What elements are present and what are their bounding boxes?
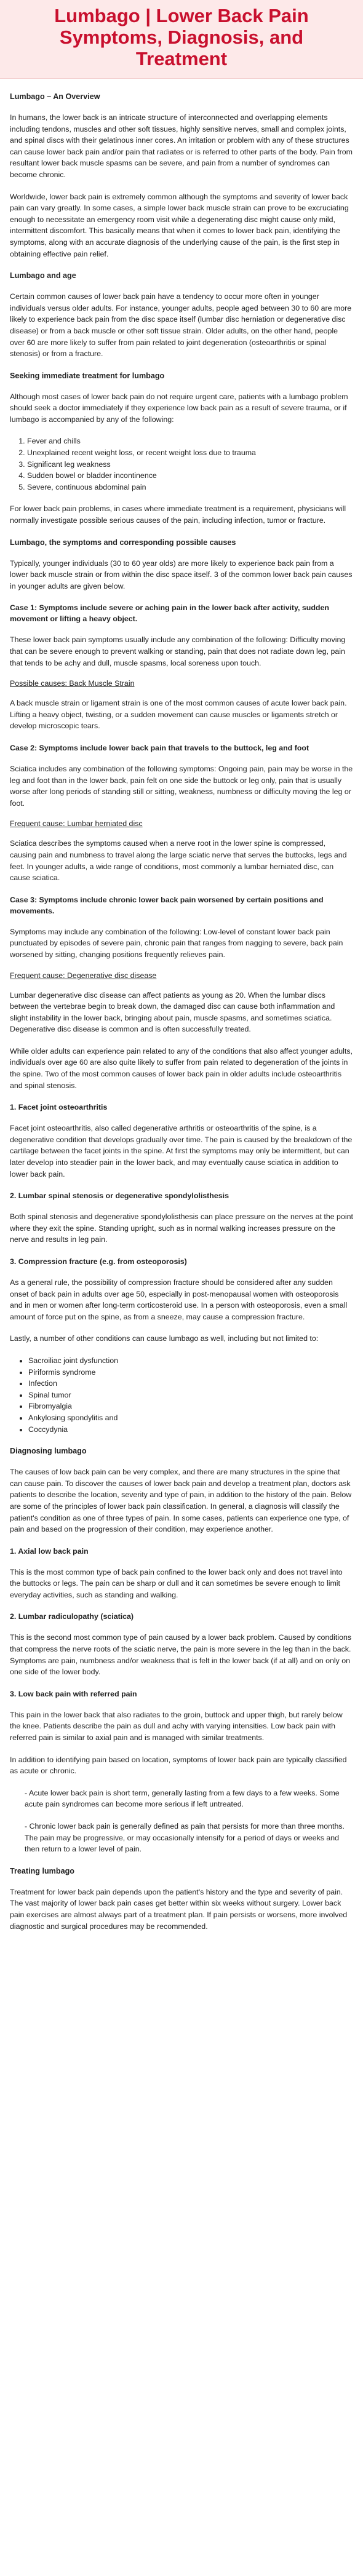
list-item: • Spinal tumor xyxy=(28,1389,353,1401)
note-chronic: - Chronic lower back pain is generally defined as pain that persists for more than three months. The pain may be progressive, or may occasionally intensify for a period of days or weeks and then return to a lower level of pain. xyxy=(25,1822,345,1854)
list-item: • Coccydynia xyxy=(28,1424,353,1436)
list-item: 4. Sudden bowel or bladder incontinence xyxy=(27,470,353,482)
case-heading-2: Case 2: Symptoms include lower back pain that travels to the buttock, leg and foot xyxy=(10,743,309,752)
list-item: 2. Unexplained recent weight loss, or recent weight loss due to trauma xyxy=(27,447,353,459)
subheading-referred: 3. Low back pain with referred pain xyxy=(10,1689,137,1698)
list-item: 5. Severe, continuous abdominal pain xyxy=(27,482,353,493)
section-heading-symptoms: Lumbago, the symptoms and corresponding possible causes xyxy=(10,538,236,547)
list-item: • Ankylosing spondylitis and xyxy=(28,1412,353,1424)
subheading-facet: 1. Facet joint osteoarthritis xyxy=(10,1103,108,1112)
list-item: 3. Significant leg weakness xyxy=(27,459,353,471)
subheading-axial: 1. Axial low back pain xyxy=(10,1546,89,1556)
subheading-radiculopathy: 2. Lumbar radiculopathy (sciatica) xyxy=(10,1612,134,1621)
case-heading-3: Case 3: Symptoms include chronic lower back pain worsened by certain positions and movements. xyxy=(10,895,324,915)
cause-link-back-muscle-strain[interactable]: Possible causes: Back Muscle Strain xyxy=(10,679,135,688)
paragraph: This is the most common type of back pain confined to the lower back only and does not travel into the buttocks or legs. The pain can be sharp or dull and it can sometimes be severe enough to limit everyday activities, such as standing and walking. xyxy=(10,1567,343,1599)
section-heading-treating: Treating lumbago xyxy=(10,1866,74,1875)
section-heading-immediate: Seeking immediate treatment for lumbago xyxy=(10,371,165,380)
title-banner xyxy=(0,0,363,79)
paragraph: Although most cases of lower back pain do not require urgent care, patients with a lumbago problem should seek a doctor immediately if they experience low back pain as a result of severe trauma, or if lumbago is accompanied by any of the following: xyxy=(10,392,348,424)
subheading-stenosis: 2. Lumbar spinal stenosis or degenerative spondylolisthesis xyxy=(10,1191,229,1201)
paragraph: These lower back pain symptoms usually include any combination of the following: Difficulty moving that can be severe enough to prevent walking or standing, pain that does not radiate down leg, pain that tends to be achy and dull, muscle spasms, local soreness upon touch. xyxy=(10,635,346,667)
section-heading-diagnosing: Diagnosing lumbago xyxy=(10,1447,87,1456)
paragraph: A back muscle strain or ligament strain is one of the most common causes of acute lower back pain. Lifting a heavy object, twisting, or a sudden movement can cause muscles or ligaments stretch or develop microscopic tears. xyxy=(10,699,347,731)
paragraph: Lastly, a number of other conditions can cause lumbago as well, including but not limited to: xyxy=(10,1334,319,1343)
paragraph: This is the second most common type of pain caused by a lower back problem. Caused by conditions that compress the nerve roots of the sciatic nerve, the pain is more severe in the leg than in the back. Symptoms are pain, numbness and/or weakness that is felt in the lower back (if at all) and on only on one side of the lower body. xyxy=(10,1633,352,1677)
note-acute: - Acute lower back pain is short term, generally lasting from a few days to a few weeks. Some acute pain syndromes can become more serious if left untreated. xyxy=(25,1788,340,1809)
paragraph: Worldwide, lower back pain is extremely common although the symptoms and severity of lower back pain can vary greatly. In some cases, a simple lower back muscle strain can prove to be excruciating enough to necessitate an emergency room visit while a degenerating disc might cause only mild, intermittent discomfort. This basically means that when it comes to lower back pain, identifying the symptoms, along with an accurate diagnosis of the underlying cause of the pain, is the first step in obtaining effective pain relief. xyxy=(10,192,349,258)
paragraph: Sciatica includes any combination of the following symptoms: Ongoing pain, pain may be worse in the leg and foot than in the lower back, pain felt on one side the buttock or leg only, pain that is usually worse after long periods of standing still or sitting, weakness, numbness or difficulty moving the leg or foot. xyxy=(10,764,353,808)
list-item: • Sacroiliac joint dysfunction xyxy=(28,1355,353,1367)
article-body xyxy=(0,91,363,1932)
section-heading-age: Lumbago and age xyxy=(10,271,76,280)
paragraph: Sciatica describes the symptoms caused when a nerve root in the lower spine is compressed, causing pain and numbness to travel along the large sciatic nerve that serves the buttocks, legs and feet. In younger adults, a wide range of conditions, most commonly a lumbar herniated disc, can cause sciatica. xyxy=(10,839,347,883)
paragraph: As a general rule, the possibility of compression fracture should be considered after any sudden onset of back pain in adults over age 50, especially in post-menopausal women with osteoporosis and in men or women after long-term corticosteroid use. In a person with osteoporosis, even a small amount of force put on the spine, as from a sneeze, may cause a compression fracture. xyxy=(10,1278,348,1321)
list-item: • Fibromyalgia xyxy=(28,1401,353,1412)
cause-link-herniated-disc[interactable]: Frequent cause: Lumbar herniated disc xyxy=(10,819,143,829)
paragraph: In addition to identifying pain based on location, symptoms of lower back pain are typically classified as acute or chronic. xyxy=(10,1755,347,1776)
paragraph: Typically, younger individuals (30 to 60 year olds) are more likely to experience back pain from a lower back muscle strain or from within the disc space itself. 3 of the common lower back pain causes in younger adults are given below. xyxy=(10,559,353,590)
paragraph: In humans, the lower back is an intricate structure of interconnected and overlapping elements including tendons, muscles and other soft tissues, highly sensitive nerves, small and complex joints, and spinal discs with their gelatinous inner cores. An irritation or problem with any of these structures can cause lower back pain and/or pain that radiates or is referred to other parts of the body. Pain from resultant lower back muscle spasms can be severe, and pain from a number of syndromes can become chronic. xyxy=(10,113,353,179)
case-heading-1: Case 1: Symptoms include severe or aching pain in the lower back after activity, sudden movement or lifting a heavy object. xyxy=(10,603,329,624)
paragraph: Both spinal stenosis and degenerative spondylolisthesis can place pressure on the nerves at the point where they exit the spine. Standing upright, such as in normal walking increases pressure on the nerve and results in leg pain. xyxy=(10,1212,353,1244)
cause-link-degenerative-disc[interactable]: Frequent cause: Degenerative disc disease xyxy=(10,971,157,980)
page-title: Lumbago | Lower Back Pain Symptoms, Diagnosis, and Treatment xyxy=(54,5,309,70)
other-conditions-list xyxy=(10,1355,353,1435)
list-item: 1. Fever and chills xyxy=(27,435,353,447)
paragraph: For lower back pain problems, in cases where immediate treatment is a requirement, physicians will normally investigate possible serious causes of the pain, including infection, tumor or fracture. xyxy=(10,504,346,525)
list-item: • Piriformis syndrome xyxy=(28,1367,353,1378)
list-item: • Infection xyxy=(28,1378,353,1389)
warning-signs-list xyxy=(10,435,353,493)
section-heading-overview: Lumbago – An Overview xyxy=(10,92,100,101)
paragraph: Certain common causes of lower back pain have a tendency to occur more often in younger individuals versus older adults. For instance, younger adults, people aged between 30 to 60 are more likely to experience back pain from the disc space itself (lumbar disc herniation or degenerative disc disease) or from a back muscle or other soft tissue strain. Older adults, on the other hand, people over 60 are more likely to suffer from pain related to joint degeneration (osteoarthritis or spinal stenosis) or from a fracture. xyxy=(10,292,352,359)
paragraph: Treatment for lower back pain depends upon the patient's history and the type and severity of pain. The vast majority of lower back pain cases get better within six weeks without surgery. Lower back pain exercises are almost always part of a treatment plan. If pain persists or worsens, more involved diagnostic and surgical procedures may be recommended. xyxy=(10,1887,348,1931)
paragraph: Lumbar degenerative disc disease can affect patients as young as 20. When the lumbar discs between the vertebrae begin to break down, the damaged disc can cause both inflammation and slight instability in the lower back, bringing about pain, muscle spasms, and sometimes sciatica. Degenerative disc disease is common and is often successfully treated. xyxy=(10,990,335,1034)
paragraph: Facet joint osteoarthritis, also called degenerative arthritis or osteoarthritis of the spine, is a degenerative condition that develops gradually over time. The pain is caused by the breakdown of the cartilage between the facet joints in the spine. At first the symptoms may only be intermittent, but can later develop into steadier pain in the lower back, and may eventually cause sciatica in addition to lower back pain. xyxy=(10,1124,353,1179)
subheading-compression: 3. Compression fracture (e.g. from osteoporosis) xyxy=(10,1257,187,1266)
paragraph: This pain in the lower back that also radiates to the groin, buttock and upper thigh, but rarely below the knee. Patients describe the pain as dull and achy with varying intensities. Low back pain with referred pain is similar to axial pain and is managed with similar treatments. xyxy=(10,1710,343,1743)
paragraph: Symptoms may include any combination of the following: Low-level of constant lower back pain punctuated by episodes of severe pain, chronic pain that ranges from nagging to severe, back pain worsened by sitting, changing positions frequently relieves pain. xyxy=(10,927,343,959)
paragraph: The causes of low back pain can be very complex, and there are many structures in the spine that can cause pain. To discover the causes of lower back pain and develop a treatment plan, doctors ask patients to describe the location, severity and type of pain, in addition to the history of the pain. Below are some of the principles of lower back pain classification. In general, a diagnosis will classify the patient's condition as one of three types of pain. In some cases, patients can experience one type, of pain and based on the progression of their condition, may experience another. xyxy=(10,1468,352,1534)
paragraph: While older adults can experience pain related to any of the conditions that also affect younger adults, individuals over age 60 are also quite likely to suffer from pain related to degeneration of the joints in the spine. Two of the most common causes of lower back pain in older adults include osteoarthritis and spinal stenosis. xyxy=(10,1046,353,1090)
